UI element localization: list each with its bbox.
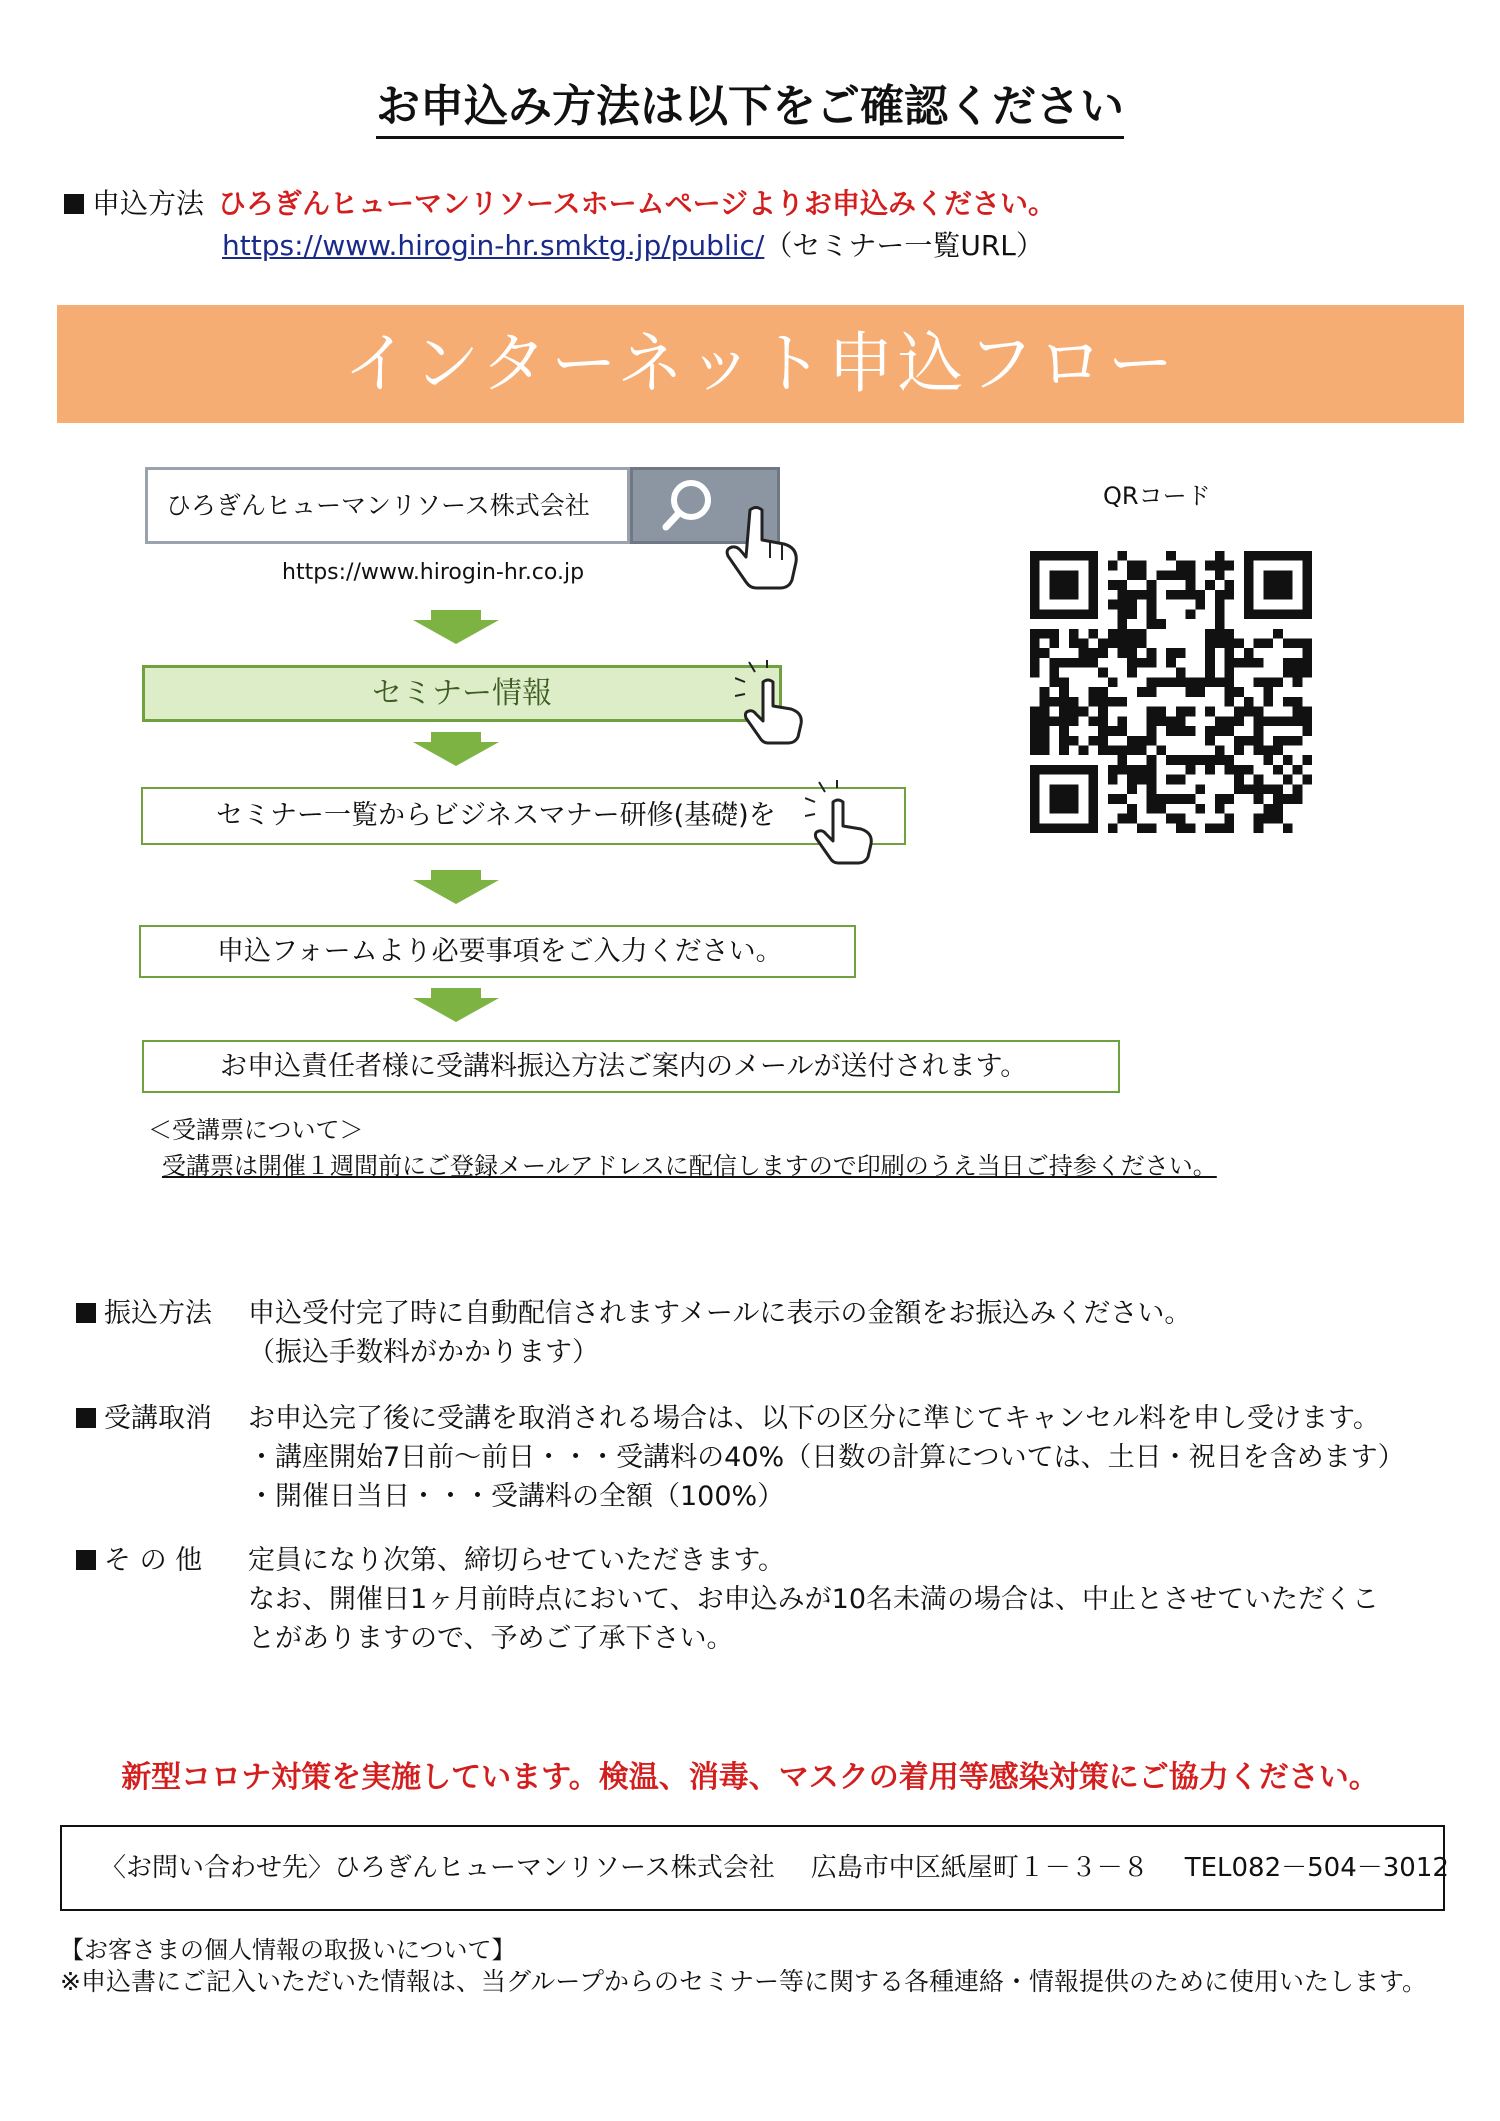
- other-line: とがありますので、予めご了承下さい。: [248, 1623, 734, 1654]
- seminar-url-row: [222, 224, 1044, 264]
- contact-tel: TEL082－504－3012: [1184, 1853, 1449, 1883]
- ticket-heading: ＜受講票について＞: [148, 1116, 364, 1144]
- flow-arrow-icon: [413, 988, 499, 1022]
- cancellation-line: ・開催日当日・・・受講料の全額（100%）: [248, 1481, 785, 1512]
- bullet-square-icon: [76, 1303, 96, 1323]
- step-payment-mail: お申込責任者様に受講料振込方法ご案内のメールが送付されます。: [142, 1040, 1120, 1093]
- cancellation-line: お申込完了後に受講を取消される場合は、以下の区分に準じてキャンセル料を申し受けます。: [248, 1403, 1380, 1434]
- apply-method-label: 申込方法: [92, 187, 205, 220]
- qr-code-image[interactable]: [1030, 551, 1312, 833]
- flow-banner: インターネット申込フロー: [57, 305, 1464, 423]
- bullet-square-icon: [76, 1408, 96, 1428]
- cancellation-label: 受講取消: [104, 1403, 212, 1434]
- other-label: そ の 他: [104, 1545, 203, 1576]
- contact-box: [60, 1825, 1449, 1911]
- contact-label: 〈お問い合わせ先〉ひろぎんヒューマンリソース株式会社: [100, 1853, 775, 1883]
- payment-line: 申込受付完了時に自動配信されますメールに表示の金額をお振込みください。: [248, 1298, 1192, 1329]
- seminar-url-note: （セミナー一覧URL）: [764, 229, 1044, 262]
- hand-pointer-icon: [720, 500, 810, 590]
- page-title: お申込み方法は以下をご確認ください: [0, 70, 1500, 134]
- ticket-note: 受講票は開催１週間前にご登録メールアドレスに配信しますので印刷のうえ当日ご持参ください。: [162, 1152, 1217, 1180]
- step-application-form: 申込フォームより必要事項をご入力ください。: [139, 925, 856, 978]
- seminar-list-link[interactable]: https://www.hirogin-hr.smktg.jp/public/: [222, 229, 765, 262]
- homepage-url: https://www.hirogin-hr.co.jp: [282, 560, 585, 585]
- cancellation-line: ・講座開始7日前～前日・・・受講料の40%（日数の計算については、土日・祝日を含めます）: [248, 1442, 1405, 1473]
- bullet-square-icon: [64, 194, 84, 214]
- payment-label: 振込方法: [104, 1298, 212, 1329]
- apply-method-row: [64, 182, 1056, 222]
- flow-arrow-icon: [413, 732, 499, 766]
- click-hand-icon: [805, 780, 900, 865]
- contact-address: 広島市中区紙屋町１－３－８: [810, 1853, 1149, 1883]
- privacy-heading: 【お客さまの個人情報の取扱いについて】: [60, 1936, 516, 1964]
- step-seminar-info[interactable]: セミナー情報: [142, 665, 782, 722]
- qr-label: QRコード: [1103, 482, 1211, 510]
- corona-notice: 新型コロナ対策を実施しています。検温、消毒、マスクの着用等感染対策にご協力ください。: [121, 1760, 1379, 1795]
- flow-arrow-icon: [413, 610, 499, 644]
- payment-line: （振込手数料がかかります）: [248, 1337, 599, 1368]
- step-seminar-list[interactable]: セミナー一覧からビジネスマナー研修(基礎)を: [141, 787, 906, 845]
- other-line: なお、開催日1ヶ月前時点において、お申込みが10名未満の場合は、中止とさせていただくこ: [248, 1584, 1379, 1615]
- click-hand-icon: [735, 660, 830, 745]
- bullet-square-icon: [76, 1550, 96, 1570]
- other-line: 定員になり次第、締切らせていただきます。: [248, 1545, 786, 1576]
- search-input[interactable]: ひろぎんヒューマンリソース株式会社: [145, 467, 630, 544]
- privacy-text: ※申込書にご記入いただいた情報は、当グループからのセミナー等に関する各種連絡・情報提供のために使用いたします。: [60, 1967, 1427, 1996]
- flow-arrow-icon: [413, 870, 499, 904]
- apply-method-text: ひろぎんヒューマンリソースホームページよりお申込みください。: [218, 187, 1057, 220]
